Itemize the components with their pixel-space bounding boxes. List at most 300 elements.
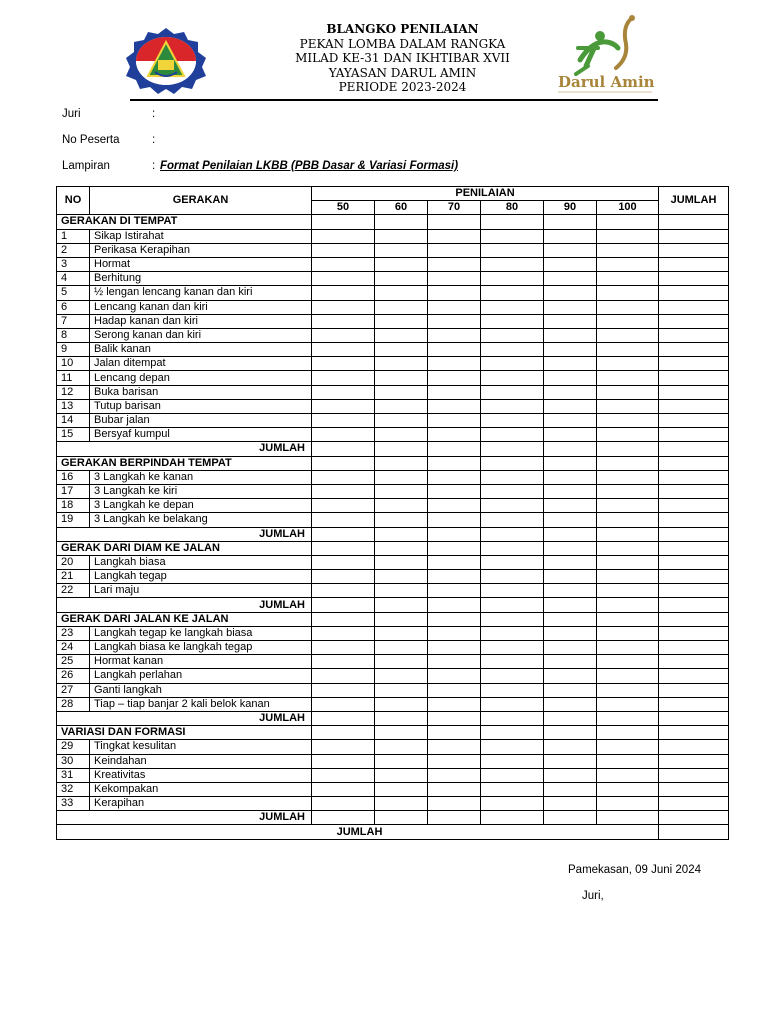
score-cell[interactable] xyxy=(597,314,659,328)
score-cell[interactable] xyxy=(597,584,659,598)
score-cell[interactable] xyxy=(428,385,481,399)
score-cell[interactable] xyxy=(597,442,659,456)
score-cell[interactable] xyxy=(375,768,428,782)
row-jumlah-cell[interactable] xyxy=(659,484,729,498)
score-cell[interactable] xyxy=(428,584,481,598)
score-cell[interactable] xyxy=(481,669,544,683)
row-jumlah-cell[interactable] xyxy=(659,598,729,612)
score-cell[interactable] xyxy=(481,328,544,342)
score-cell[interactable] xyxy=(312,385,375,399)
score-cell[interactable] xyxy=(375,541,428,555)
score-cell[interactable] xyxy=(597,754,659,768)
score-cell[interactable] xyxy=(428,726,481,740)
row-jumlah-cell[interactable] xyxy=(659,570,729,584)
score-cell[interactable] xyxy=(597,513,659,527)
score-cell[interactable] xyxy=(375,669,428,683)
score-cell[interactable] xyxy=(312,399,375,413)
score-cell[interactable] xyxy=(481,768,544,782)
score-cell[interactable] xyxy=(428,782,481,796)
score-cell[interactable] xyxy=(428,570,481,584)
row-jumlah-cell[interactable] xyxy=(659,272,729,286)
score-cell[interactable] xyxy=(312,655,375,669)
row-jumlah-cell[interactable] xyxy=(659,683,729,697)
score-cell[interactable] xyxy=(312,811,375,825)
score-cell[interactable] xyxy=(312,697,375,711)
row-jumlah-cell[interactable] xyxy=(659,612,729,626)
score-cell[interactable] xyxy=(428,442,481,456)
score-cell[interactable] xyxy=(428,286,481,300)
score-cell[interactable] xyxy=(312,357,375,371)
score-cell[interactable] xyxy=(375,442,428,456)
score-cell[interactable] xyxy=(481,726,544,740)
row-jumlah-cell[interactable] xyxy=(659,655,729,669)
score-cell[interactable] xyxy=(597,484,659,498)
score-cell[interactable] xyxy=(597,428,659,442)
score-cell[interactable] xyxy=(375,598,428,612)
score-cell[interactable] xyxy=(428,655,481,669)
score-cell[interactable] xyxy=(481,357,544,371)
row-jumlah-cell[interactable] xyxy=(659,726,729,740)
row-jumlah-cell[interactable] xyxy=(659,527,729,541)
score-cell[interactable] xyxy=(481,697,544,711)
score-cell[interactable] xyxy=(481,371,544,385)
score-cell[interactable] xyxy=(428,328,481,342)
score-cell[interactable] xyxy=(544,541,597,555)
row-jumlah-cell[interactable] xyxy=(659,555,729,569)
score-cell[interactable] xyxy=(481,782,544,796)
score-cell[interactable] xyxy=(597,555,659,569)
score-cell[interactable] xyxy=(597,229,659,243)
score-cell[interactable] xyxy=(375,300,428,314)
score-cell[interactable] xyxy=(597,343,659,357)
score-cell[interactable] xyxy=(428,797,481,811)
score-cell[interactable] xyxy=(428,513,481,527)
score-cell[interactable] xyxy=(544,243,597,257)
row-jumlah-cell[interactable] xyxy=(659,797,729,811)
score-cell[interactable] xyxy=(481,527,544,541)
score-cell[interactable] xyxy=(312,314,375,328)
score-cell[interactable] xyxy=(312,797,375,811)
score-cell[interactable] xyxy=(544,343,597,357)
score-cell[interactable] xyxy=(428,399,481,413)
score-cell[interactable] xyxy=(481,456,544,470)
row-jumlah-cell[interactable] xyxy=(659,456,729,470)
score-cell[interactable] xyxy=(375,570,428,584)
score-cell[interactable] xyxy=(597,243,659,257)
score-cell[interactable] xyxy=(481,399,544,413)
score-cell[interactable] xyxy=(428,541,481,555)
score-cell[interactable] xyxy=(597,357,659,371)
score-cell[interactable] xyxy=(428,371,481,385)
score-cell[interactable] xyxy=(544,399,597,413)
score-cell[interactable] xyxy=(481,711,544,725)
score-cell[interactable] xyxy=(481,414,544,428)
row-jumlah-cell[interactable] xyxy=(659,357,729,371)
score-cell[interactable] xyxy=(428,811,481,825)
score-cell[interactable] xyxy=(428,314,481,328)
score-cell[interactable] xyxy=(428,612,481,626)
score-cell[interactable] xyxy=(375,513,428,527)
score-cell[interactable] xyxy=(312,243,375,257)
score-cell[interactable] xyxy=(544,626,597,640)
score-cell[interactable] xyxy=(428,300,481,314)
score-cell[interactable] xyxy=(481,215,544,229)
score-cell[interactable] xyxy=(428,626,481,640)
row-jumlah-cell[interactable] xyxy=(659,499,729,513)
score-cell[interactable] xyxy=(312,768,375,782)
row-jumlah-cell[interactable] xyxy=(659,584,729,598)
score-cell[interactable] xyxy=(312,726,375,740)
score-cell[interactable] xyxy=(481,229,544,243)
score-cell[interactable] xyxy=(481,655,544,669)
score-cell[interactable] xyxy=(375,655,428,669)
score-cell[interactable] xyxy=(428,598,481,612)
row-jumlah-cell[interactable] xyxy=(659,399,729,413)
score-cell[interactable] xyxy=(428,272,481,286)
score-cell[interactable] xyxy=(312,570,375,584)
score-cell[interactable] xyxy=(544,655,597,669)
score-cell[interactable] xyxy=(312,584,375,598)
score-cell[interactable] xyxy=(481,257,544,271)
row-jumlah-cell[interactable] xyxy=(659,215,729,229)
row-jumlah-cell[interactable] xyxy=(659,513,729,527)
score-cell[interactable] xyxy=(312,215,375,229)
score-cell[interactable] xyxy=(481,612,544,626)
score-cell[interactable] xyxy=(375,711,428,725)
score-cell[interactable] xyxy=(544,811,597,825)
score-cell[interactable] xyxy=(544,286,597,300)
score-cell[interactable] xyxy=(544,797,597,811)
score-cell[interactable] xyxy=(597,697,659,711)
score-cell[interactable] xyxy=(597,257,659,271)
score-cell[interactable] xyxy=(375,456,428,470)
score-cell[interactable] xyxy=(481,300,544,314)
score-cell[interactable] xyxy=(428,215,481,229)
score-cell[interactable] xyxy=(312,641,375,655)
score-cell[interactable] xyxy=(428,754,481,768)
score-cell[interactable] xyxy=(428,555,481,569)
score-cell[interactable] xyxy=(597,669,659,683)
score-cell[interactable] xyxy=(375,499,428,513)
score-cell[interactable] xyxy=(312,626,375,640)
row-jumlah-cell[interactable] xyxy=(659,754,729,768)
score-cell[interactable] xyxy=(428,456,481,470)
row-jumlah-cell[interactable] xyxy=(659,782,729,796)
score-cell[interactable] xyxy=(481,343,544,357)
score-cell[interactable] xyxy=(375,371,428,385)
score-cell[interactable] xyxy=(544,456,597,470)
score-cell[interactable] xyxy=(312,484,375,498)
score-cell[interactable] xyxy=(312,711,375,725)
row-jumlah-cell[interactable] xyxy=(659,626,729,640)
score-cell[interactable] xyxy=(544,385,597,399)
score-cell[interactable] xyxy=(312,328,375,342)
row-jumlah-cell[interactable] xyxy=(659,697,729,711)
score-cell[interactable] xyxy=(481,484,544,498)
row-jumlah-cell[interactable] xyxy=(659,229,729,243)
score-cell[interactable] xyxy=(597,300,659,314)
score-cell[interactable] xyxy=(375,328,428,342)
score-cell[interactable] xyxy=(544,697,597,711)
score-cell[interactable] xyxy=(544,740,597,754)
score-cell[interactable] xyxy=(375,215,428,229)
row-jumlah-cell[interactable] xyxy=(659,385,729,399)
score-cell[interactable] xyxy=(597,215,659,229)
score-cell[interactable] xyxy=(312,513,375,527)
score-cell[interactable] xyxy=(312,272,375,286)
score-cell[interactable] xyxy=(428,740,481,754)
score-cell[interactable] xyxy=(544,314,597,328)
score-cell[interactable] xyxy=(597,286,659,300)
score-cell[interactable] xyxy=(375,385,428,399)
score-cell[interactable] xyxy=(481,626,544,640)
score-cell[interactable] xyxy=(597,328,659,342)
score-cell[interactable] xyxy=(597,456,659,470)
row-jumlah-cell[interactable] xyxy=(659,286,729,300)
score-cell[interactable] xyxy=(375,414,428,428)
score-cell[interactable] xyxy=(428,499,481,513)
score-cell[interactable] xyxy=(597,711,659,725)
score-cell[interactable] xyxy=(597,570,659,584)
score-cell[interactable] xyxy=(597,797,659,811)
score-cell[interactable] xyxy=(428,470,481,484)
score-cell[interactable] xyxy=(312,541,375,555)
score-cell[interactable] xyxy=(544,257,597,271)
score-cell[interactable] xyxy=(375,357,428,371)
row-jumlah-cell[interactable] xyxy=(659,768,729,782)
score-cell[interactable] xyxy=(481,314,544,328)
score-cell[interactable] xyxy=(481,541,544,555)
row-jumlah-cell[interactable] xyxy=(659,371,729,385)
score-cell[interactable] xyxy=(375,754,428,768)
score-cell[interactable] xyxy=(597,527,659,541)
score-cell[interactable] xyxy=(375,683,428,697)
score-cell[interactable] xyxy=(312,499,375,513)
score-cell[interactable] xyxy=(375,641,428,655)
score-cell[interactable] xyxy=(544,726,597,740)
row-jumlah-cell[interactable] xyxy=(659,711,729,725)
score-cell[interactable] xyxy=(375,584,428,598)
row-jumlah-cell[interactable] xyxy=(659,300,729,314)
score-cell[interactable] xyxy=(375,527,428,541)
row-jumlah-cell[interactable] xyxy=(659,243,729,257)
score-cell[interactable] xyxy=(597,612,659,626)
score-cell[interactable] xyxy=(312,343,375,357)
score-cell[interactable] xyxy=(428,768,481,782)
score-cell[interactable] xyxy=(481,598,544,612)
score-cell[interactable] xyxy=(375,286,428,300)
score-cell[interactable] xyxy=(544,641,597,655)
score-cell[interactable] xyxy=(428,257,481,271)
score-cell[interactable] xyxy=(312,669,375,683)
score-cell[interactable] xyxy=(428,669,481,683)
score-cell[interactable] xyxy=(312,300,375,314)
score-cell[interactable] xyxy=(481,570,544,584)
score-cell[interactable] xyxy=(481,811,544,825)
score-cell[interactable] xyxy=(312,257,375,271)
score-cell[interactable] xyxy=(544,782,597,796)
score-cell[interactable] xyxy=(597,811,659,825)
score-cell[interactable] xyxy=(597,414,659,428)
score-cell[interactable] xyxy=(544,300,597,314)
score-cell[interactable] xyxy=(481,243,544,257)
score-cell[interactable] xyxy=(428,711,481,725)
score-cell[interactable] xyxy=(428,641,481,655)
score-cell[interactable] xyxy=(481,740,544,754)
score-cell[interactable] xyxy=(428,229,481,243)
score-cell[interactable] xyxy=(544,754,597,768)
row-jumlah-cell[interactable] xyxy=(659,343,729,357)
score-cell[interactable] xyxy=(428,697,481,711)
score-cell[interactable] xyxy=(544,499,597,513)
score-cell[interactable] xyxy=(375,428,428,442)
score-cell[interactable] xyxy=(544,484,597,498)
score-cell[interactable] xyxy=(544,598,597,612)
score-cell[interactable] xyxy=(597,740,659,754)
score-cell[interactable] xyxy=(312,683,375,697)
score-cell[interactable] xyxy=(597,399,659,413)
row-jumlah-cell[interactable] xyxy=(659,811,729,825)
score-cell[interactable] xyxy=(597,272,659,286)
score-cell[interactable] xyxy=(481,641,544,655)
score-cell[interactable] xyxy=(312,612,375,626)
score-cell[interactable] xyxy=(597,499,659,513)
score-cell[interactable] xyxy=(544,683,597,697)
score-cell[interactable] xyxy=(544,215,597,229)
score-cell[interactable] xyxy=(544,768,597,782)
score-cell[interactable] xyxy=(544,669,597,683)
score-cell[interactable] xyxy=(375,782,428,796)
score-cell[interactable] xyxy=(544,584,597,598)
score-cell[interactable] xyxy=(375,726,428,740)
row-jumlah-cell[interactable] xyxy=(659,470,729,484)
row-jumlah-cell[interactable] xyxy=(659,740,729,754)
score-cell[interactable] xyxy=(428,414,481,428)
score-cell[interactable] xyxy=(312,229,375,243)
score-cell[interactable] xyxy=(312,527,375,541)
score-cell[interactable] xyxy=(312,456,375,470)
score-cell[interactable] xyxy=(544,513,597,527)
score-cell[interactable] xyxy=(312,470,375,484)
score-cell[interactable] xyxy=(428,428,481,442)
row-jumlah-cell[interactable] xyxy=(659,314,729,328)
row-jumlah-cell[interactable] xyxy=(659,541,729,555)
score-cell[interactable] xyxy=(481,499,544,513)
score-cell[interactable] xyxy=(375,612,428,626)
score-cell[interactable] xyxy=(312,286,375,300)
score-cell[interactable] xyxy=(544,414,597,428)
score-cell[interactable] xyxy=(481,385,544,399)
score-cell[interactable] xyxy=(428,357,481,371)
score-cell[interactable] xyxy=(375,314,428,328)
score-cell[interactable] xyxy=(312,598,375,612)
score-cell[interactable] xyxy=(312,442,375,456)
score-cell[interactable] xyxy=(544,428,597,442)
score-cell[interactable] xyxy=(481,470,544,484)
row-jumlah-cell[interactable] xyxy=(659,257,729,271)
score-cell[interactable] xyxy=(375,243,428,257)
score-cell[interactable] xyxy=(597,726,659,740)
score-cell[interactable] xyxy=(375,229,428,243)
score-cell[interactable] xyxy=(375,626,428,640)
row-jumlah-cell[interactable] xyxy=(659,328,729,342)
score-cell[interactable] xyxy=(428,343,481,357)
score-cell[interactable] xyxy=(375,797,428,811)
score-cell[interactable] xyxy=(481,584,544,598)
score-cell[interactable] xyxy=(597,768,659,782)
score-cell[interactable] xyxy=(428,243,481,257)
score-cell[interactable] xyxy=(481,797,544,811)
score-cell[interactable] xyxy=(597,641,659,655)
score-cell[interactable] xyxy=(375,555,428,569)
score-cell[interactable] xyxy=(544,570,597,584)
score-cell[interactable] xyxy=(428,527,481,541)
score-cell[interactable] xyxy=(375,484,428,498)
score-cell[interactable] xyxy=(544,229,597,243)
score-cell[interactable] xyxy=(375,697,428,711)
score-cell[interactable] xyxy=(481,683,544,697)
score-cell[interactable] xyxy=(375,343,428,357)
score-cell[interactable] xyxy=(312,740,375,754)
score-cell[interactable] xyxy=(597,385,659,399)
row-jumlah-cell[interactable] xyxy=(659,669,729,683)
score-cell[interactable] xyxy=(481,272,544,286)
row-jumlah-cell[interactable] xyxy=(659,414,729,428)
score-cell[interactable] xyxy=(312,782,375,796)
score-cell[interactable] xyxy=(597,541,659,555)
score-cell[interactable] xyxy=(375,272,428,286)
row-jumlah-cell[interactable] xyxy=(659,641,729,655)
score-cell[interactable] xyxy=(544,555,597,569)
score-cell[interactable] xyxy=(481,442,544,456)
score-cell[interactable] xyxy=(312,555,375,569)
score-cell[interactable] xyxy=(428,683,481,697)
score-cell[interactable] xyxy=(544,272,597,286)
score-cell[interactable] xyxy=(597,683,659,697)
score-cell[interactable] xyxy=(481,428,544,442)
score-cell[interactable] xyxy=(312,428,375,442)
score-cell[interactable] xyxy=(544,470,597,484)
score-cell[interactable] xyxy=(375,399,428,413)
score-cell[interactable] xyxy=(544,612,597,626)
score-cell[interactable] xyxy=(544,711,597,725)
score-cell[interactable] xyxy=(312,371,375,385)
score-cell[interactable] xyxy=(544,371,597,385)
score-cell[interactable] xyxy=(597,655,659,669)
score-cell[interactable] xyxy=(597,782,659,796)
score-cell[interactable] xyxy=(597,626,659,640)
score-cell[interactable] xyxy=(481,555,544,569)
row-jumlah-cell[interactable] xyxy=(659,442,729,456)
score-cell[interactable] xyxy=(312,414,375,428)
score-cell[interactable] xyxy=(375,740,428,754)
score-cell[interactable] xyxy=(544,527,597,541)
score-cell[interactable] xyxy=(481,286,544,300)
row-jumlah-cell[interactable] xyxy=(659,428,729,442)
score-cell[interactable] xyxy=(375,470,428,484)
score-cell[interactable] xyxy=(312,754,375,768)
score-cell[interactable] xyxy=(597,371,659,385)
score-cell[interactable] xyxy=(597,598,659,612)
score-cell[interactable] xyxy=(544,442,597,456)
score-cell[interactable] xyxy=(544,328,597,342)
score-cell[interactable] xyxy=(481,754,544,768)
score-cell[interactable] xyxy=(375,257,428,271)
score-cell[interactable] xyxy=(481,513,544,527)
score-cell[interactable] xyxy=(544,357,597,371)
score-cell[interactable] xyxy=(597,470,659,484)
score-cell[interactable] xyxy=(375,811,428,825)
